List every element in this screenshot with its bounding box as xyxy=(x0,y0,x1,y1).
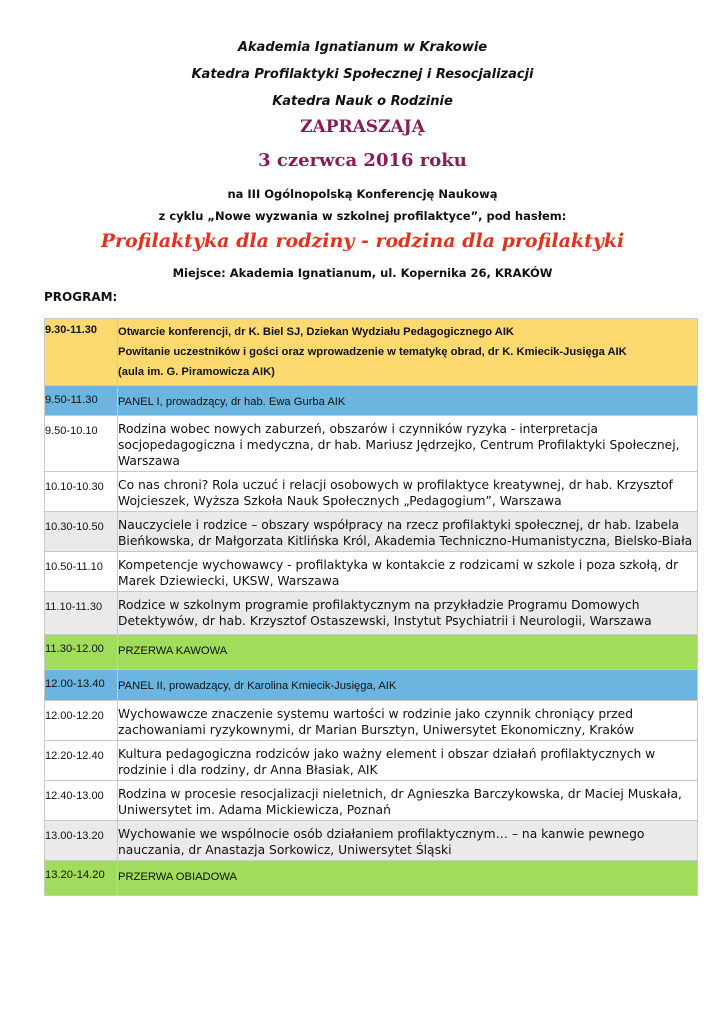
table-row xyxy=(45,701,698,741)
description-cell: Nauczyciele i rodzice – obszary współpracy na rzecz profilaktyki społecznej, dr hab. Izabela Bieńkowska, dr Małgorzata Kitlińska Król, Akademia Techniczno-Humanistyczna, Bielsko-Biała xyxy=(118,512,698,552)
description-cell: Kompetencje wychowawcy - profilaktyka w kontakcie z rodzicami w szkole i poza szkołą, dr Marek Dziewiecki, UKSW, Warszawa xyxy=(118,552,698,592)
table-row xyxy=(45,861,698,896)
program-table xyxy=(44,318,698,896)
venue-text: Miejsce: Akademia Ignatianum, ul. Kopernika 26, KRAKÓW xyxy=(172,266,553,280)
table-row xyxy=(45,386,698,416)
time-cell: 12.00-12.20 xyxy=(45,701,118,741)
time-cell: 11.10-11.30 xyxy=(45,592,118,635)
intro-line: z cyklu „Nowe wyzwania w szkolnej profilaktyce”, pod hasłem: xyxy=(158,209,567,223)
time-cell: 12.20-12.40 xyxy=(45,741,118,781)
table-row xyxy=(45,592,698,635)
time-cell: 10.50-11.10 xyxy=(45,552,118,592)
table-row xyxy=(45,319,698,386)
description-cell xyxy=(118,319,698,386)
table-row xyxy=(45,416,698,472)
description-cell: Wychowanie we wspólnocie osób działaniem profilaktycznym… – na kanwie pewnego nauczania, dr Anastazja Sorkowicz, Uniwersytet Śląski xyxy=(118,821,698,861)
intro-text xyxy=(0,183,725,227)
panel-title: PANEL I, prowadzący, dr hab. Ewa Gurba AIK xyxy=(118,386,698,416)
time-cell: 12.00-13.40 xyxy=(45,670,118,701)
time-cell: 12.40-13.00 xyxy=(45,781,118,821)
opening-line: Powitanie uczestników i gości oraz wprowadzenie w tematykę obrad, dr K. Kmiecik-Jusięga AIK xyxy=(118,346,627,358)
table-row xyxy=(45,472,698,512)
table-row xyxy=(45,512,698,552)
table-row xyxy=(45,821,698,861)
time-cell: 9.50-11.30 xyxy=(45,386,118,416)
conference-theme: Profilaktyka dla rodziny - rodzina dla profilaktyki xyxy=(100,230,625,252)
opening-line: Otwarcie konferencji, dr K. Biel SJ, Dziekan Wydziału Pedagogicznego AIK xyxy=(118,326,515,338)
break-label: PRZERWA OBIADOWA xyxy=(118,861,698,896)
time-cell: 13.00-13.20 xyxy=(45,821,118,861)
invite-heading: ZAPRASZAJĄ xyxy=(300,117,425,137)
event-date: 3 czerwca 2016 roku xyxy=(258,150,467,171)
intro-line: na III Ogólnopolską Konferencję Naukową xyxy=(227,187,498,201)
table-row xyxy=(45,781,698,821)
description-cell: Rodzina w procesie resocjalizacji nieletnich, dr Agnieszka Barczykowska, dr Maciej Muskała, Uniwersytet im. Adama Mickiewicza, Poznań xyxy=(118,781,698,821)
description-cell: Rodzice w szkolnym programie profilaktycznym na przykładzie Programu Domowych Detektywów, dr hab. Krzysztof Ostaszewski, Instytut Psychiatrii i Neurologii, Warszawa xyxy=(118,592,698,635)
time-cell: 9.50-10.10 xyxy=(45,416,118,472)
department-name: Katedra Nauk o Rodzinie xyxy=(272,94,453,109)
description-cell: Kultura pedagogiczna rodziców jako ważny element i obszar działań profilaktycznych w rodzinie i dla rodziny, dr Anna Błasiak, AIK xyxy=(118,741,698,781)
description-cell: Wychowawcze znaczenie systemu wartości w rodzinie jako czynnik chroniący przed zachowaniami ryzykownymi, dr Marian Bursztyn, Uniwersytet Ekonomiczny, Kraków xyxy=(118,701,698,741)
department-name: Katedra Profilaktyki Społecznej i Resocjalizacji xyxy=(191,67,534,82)
panel-title: PANEL II, prowadzący, dr Karolina Kmiecik-Jusięga, AIK xyxy=(118,670,698,701)
program-label: PROGRAM: xyxy=(44,290,118,304)
description-cell: Rodzina wobec nowych zaburzeń, obszarów i czynników ryzyka - interpretacja socjopedagogiczna i medyczna, dr hab. Mariusz Jędrzejko, Centrum Profilaktyki Społecznej, Warszawa xyxy=(118,416,698,472)
time-cell: 10.10-10.30 xyxy=(45,472,118,512)
table-row xyxy=(45,552,698,592)
institution-name: Akademia Ignatianum w Krakowie xyxy=(237,40,488,55)
time-cell: 10.30-10.50 xyxy=(45,512,118,552)
table-row xyxy=(45,635,698,670)
time-cell: 9.30-11.30 xyxy=(45,319,118,386)
time-cell: 13.20-14.20 xyxy=(45,861,118,896)
table-row xyxy=(45,670,698,701)
break-label: PRZERWA KAWOWA xyxy=(118,635,698,670)
opening-line: (aula im. G. Piramowicza AIK) xyxy=(118,366,275,378)
description-cell: Co nas chroni? Rola uczuć i relacji osobowych w profilaktyce kreatywnej, dr hab. Krzysztof Wojcieszek, Wyższa Szkoła Nauk Społecznych „Pedagogium”, Warszawa xyxy=(118,472,698,512)
institution-block xyxy=(0,34,725,115)
time-cell: 11.30-12.00 xyxy=(45,635,118,670)
table-row xyxy=(45,741,698,781)
